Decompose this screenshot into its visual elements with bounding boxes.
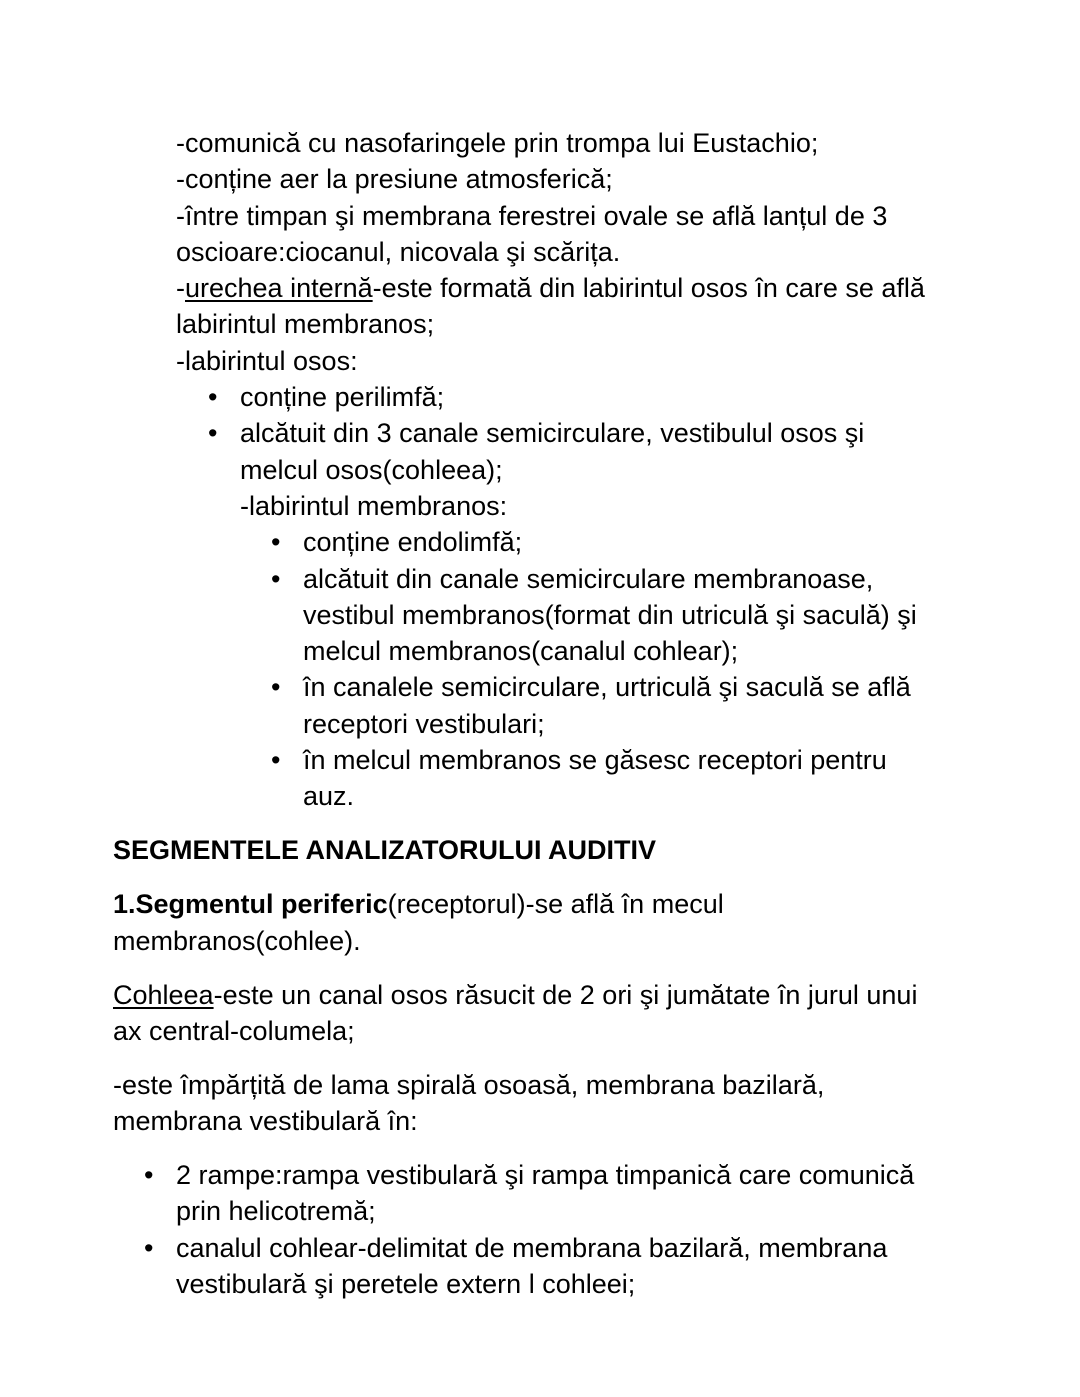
list-item xyxy=(0,742,1080,778)
list-item xyxy=(0,1230,1080,1266)
underlined-term: urechea internă xyxy=(185,273,373,304)
bullet-icon: • xyxy=(271,745,281,776)
text-line: -labirintul osos: xyxy=(176,345,358,376)
list-item xyxy=(0,669,1080,705)
list-item xyxy=(0,524,1080,560)
text-line: melcul membranos(canalul cohlear); xyxy=(303,636,739,667)
bullet-icon: • xyxy=(208,382,218,413)
list-item-text: canalul cohlear-delimitat de membrana bazilară, membrana xyxy=(176,1232,888,1263)
bullet-icon: • xyxy=(271,563,281,594)
section-heading xyxy=(0,832,1080,868)
text-line: vestibulară şi peretele extern l cohleei; xyxy=(176,1269,636,1300)
text-line: melcul osos(cohleea); xyxy=(240,454,503,485)
text-line: membranos(cohlee). xyxy=(113,925,361,956)
bold-term: 1.Segmentul periferic xyxy=(113,889,388,920)
text-line: -comunică cu nasofaringele prin trompa lui Eustachio; xyxy=(176,128,819,158)
text-line: receptori vestibulari; xyxy=(303,708,545,739)
text-line: labirintul membranos; xyxy=(176,309,435,340)
text-line xyxy=(0,977,1080,1013)
list-item-text: alcătuit din canale semicirculare membranoase, xyxy=(303,563,874,594)
bullet-icon: • xyxy=(144,1232,154,1263)
text-line: auz. xyxy=(303,781,355,812)
list-item xyxy=(0,379,1080,415)
text-line: -este împărțită de lama spirală osoasă, membrana bazilară, xyxy=(113,1069,825,1100)
text-line xyxy=(0,270,1080,306)
list-item-text: conține perilimfă; xyxy=(240,382,445,413)
heading-text: SEGMENTELE ANALIZATORULUI AUDITIV xyxy=(113,835,656,866)
bullet-icon: • xyxy=(144,1160,154,1191)
text-span: -este un canal osos răsucit de 2 ori şi jumătate în jurul unui xyxy=(213,979,918,1010)
list-item xyxy=(0,561,1080,597)
text-line: prin helicotremă; xyxy=(176,1196,376,1227)
text-line: vestibul membranos(format din utriculă şi saculă) şi xyxy=(303,599,917,630)
list-item-text: conține endolimfă; xyxy=(303,527,523,558)
text-line xyxy=(0,886,1080,922)
list-item xyxy=(0,1157,1080,1193)
text-span: -este formată din labirintul osos în care se află xyxy=(372,273,925,304)
text-line: ax central-columela; xyxy=(113,1015,355,1046)
dash: - xyxy=(176,273,185,304)
text-line: -labirintul membranos: xyxy=(240,490,508,521)
text-line: membrana vestibulară în: xyxy=(113,1106,418,1137)
text-span: (receptorul)-se află în mecul xyxy=(387,889,724,920)
text-line: -conține aer la presiune atmosferică; xyxy=(176,164,613,195)
bullet-icon: • xyxy=(208,418,218,449)
bullet-icon: • xyxy=(271,527,281,558)
text-line: oscioare:ciocanul, nicovala şi scărița. xyxy=(176,236,621,267)
document-page xyxy=(0,125,1080,1302)
list-item xyxy=(0,415,1080,451)
underlined-term: Cohleea xyxy=(113,979,214,1010)
list-item-text: 2 rampe:rampa vestibulară şi rampa timpanică care comunică xyxy=(176,1160,915,1191)
list-item-text: în canalele semicirculare, urtriculă şi saculă se află xyxy=(303,672,911,703)
list-item-text: în melcul membranos se găsesc receptori pentru xyxy=(303,745,887,776)
list-item-text: alcătuit din 3 canale semicirculare, vestibulul osos şi xyxy=(240,418,865,449)
text-line: -între timpan şi membrana ferestrei ovale se află lanțul de 3 xyxy=(176,200,888,231)
bullet-icon: • xyxy=(271,672,281,703)
